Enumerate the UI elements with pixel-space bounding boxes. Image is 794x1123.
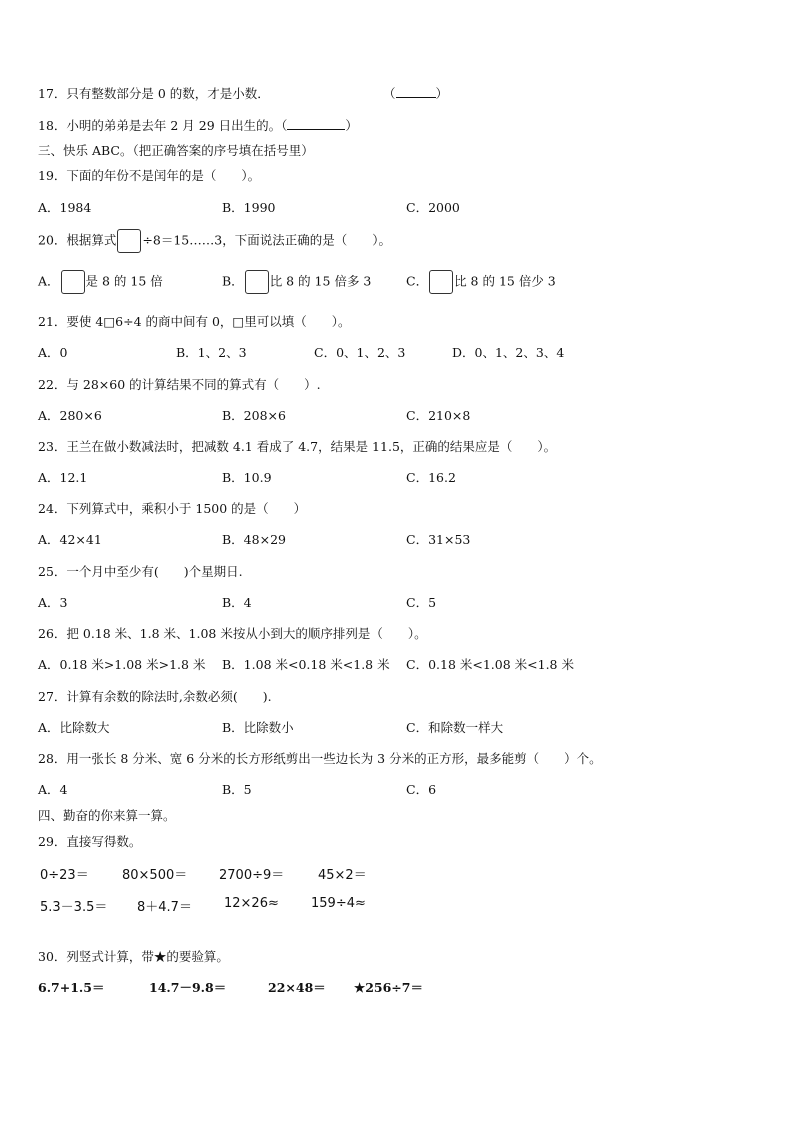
q30-calc-2: 14.7－9.8＝ bbox=[149, 980, 227, 995]
q27-option-b[interactable]: B．比除数小 bbox=[222, 720, 294, 735]
q20-a-label: A． bbox=[38, 273, 60, 289]
q18-number: 18． bbox=[38, 118, 67, 133]
q23-option-b[interactable]: B．10.9 bbox=[222, 470, 272, 485]
question-25: 25．一个月中至少有( )个星期日. bbox=[38, 564, 243, 579]
q20-c-label: C． bbox=[406, 273, 429, 289]
question-29: 29．直接写得数。 bbox=[38, 834, 142, 849]
q20-a-box bbox=[61, 270, 85, 294]
question-24: 24．下列算式中，乘积小于 1500 的是（ ） bbox=[38, 501, 307, 516]
q25-option-b[interactable]: B．4 bbox=[222, 595, 252, 610]
q17-blank-line[interactable] bbox=[396, 87, 436, 98]
q20-a-text: 是 8 的 15 倍 bbox=[85, 273, 163, 289]
question-22: 22．与 28×60 的计算结果不同的算式有（ ）. bbox=[38, 377, 321, 392]
q24-option-b[interactable]: B．48×29 bbox=[222, 532, 286, 547]
question-21: 21．要使 4□6÷4 的商中间有 0，□里可以填（ ）。 bbox=[38, 314, 351, 329]
q20-b-box bbox=[245, 270, 269, 294]
q17-number: 17． bbox=[38, 86, 67, 101]
section-4-heading: 四、勤奋的你来算一算。 bbox=[38, 808, 176, 823]
q30-calc-4: ★256÷7＝ bbox=[354, 980, 423, 995]
question-17 bbox=[38, 84, 270, 102]
q23-option-a[interactable]: A．12.1 bbox=[38, 470, 88, 485]
q20-prefix: 20．根据算式 bbox=[38, 232, 117, 248]
q22-option-a[interactable]: A．280×6 bbox=[38, 408, 102, 423]
q17-text: 只有整数部分是 0 的数，才是小数． bbox=[66, 86, 270, 101]
question-26: 26．把 0.18 米、1.8 米、1.08 米按从小到大的顺序排列是（ ）。 bbox=[38, 626, 427, 641]
q28-option-b[interactable]: B．5 bbox=[222, 782, 252, 797]
q20-b-text: 比 8 的 15 倍多 3 bbox=[269, 273, 372, 289]
q26-option-b[interactable]: B．1.08 米<0.18 米<1.8 米 bbox=[222, 657, 390, 672]
q17-open-paren: （ bbox=[383, 86, 396, 101]
q29-calc-7: 12×26≈ bbox=[224, 896, 279, 911]
q17-close-paren: ） bbox=[435, 86, 449, 101]
q21-option-b[interactable]: B．1、2、3 bbox=[176, 345, 247, 360]
q28-option-c[interactable]: C．6 bbox=[406, 782, 437, 797]
q18-text: 小明的弟弟是去年 2 月 29 日出生的。（ bbox=[66, 118, 288, 133]
q20-option-c[interactable] bbox=[406, 270, 556, 294]
q25-option-a[interactable]: A．3 bbox=[38, 595, 68, 610]
q20-blank-box[interactable] bbox=[117, 229, 141, 253]
q26-option-a[interactable]: A．0.18 米>1.08 米>1.8 米 bbox=[38, 657, 206, 672]
q20-suffix: ÷8＝15……3，下面说法正确的是（ ）。 bbox=[142, 232, 391, 248]
question-28: 28．用一张长 8 分米、宽 6 分米的长方形纸剪出一些边长为 3 分米的正方形，最多能剪（ ）个。 bbox=[38, 751, 602, 766]
q27-option-c[interactable]: C．和除数一样大 bbox=[406, 720, 504, 735]
q18-blank-line[interactable] bbox=[287, 119, 345, 130]
q29-calc-5: 5.3－3.5＝ bbox=[40, 900, 108, 915]
q23-option-c[interactable]: C．16.2 bbox=[406, 470, 456, 485]
q30-calc-1: 6.7+1.5＝ bbox=[38, 980, 105, 995]
q21-option-d[interactable]: D．0、1、2、3、4 bbox=[452, 345, 565, 360]
q17-answer-blank[interactable] bbox=[383, 84, 448, 102]
q29-calc-6: 8＋4.7＝ bbox=[137, 900, 192, 915]
q29-calc-8: 159÷4≈ bbox=[311, 896, 366, 911]
q20-option-b[interactable] bbox=[222, 270, 371, 294]
q20-c-text: 比 8 的 15 倍少 3 bbox=[454, 273, 556, 289]
q29-calc-2: 80×500＝ bbox=[122, 868, 188, 883]
q29-calc-4: 45×2＝ bbox=[318, 868, 367, 883]
question-20 bbox=[38, 229, 391, 253]
q22-option-c[interactable]: C．210×8 bbox=[406, 408, 471, 423]
q21-option-c[interactable]: C．0、1、2、3 bbox=[314, 345, 406, 360]
q27-option-a[interactable]: A．比除数大 bbox=[38, 720, 110, 735]
q20-option-a[interactable] bbox=[38, 270, 163, 294]
q28-option-a[interactable]: A．4 bbox=[38, 782, 68, 797]
q30-calc-3: 22×48＝ bbox=[268, 980, 326, 995]
question-27: 27．计算有余数的除法时,余数必须( ). bbox=[38, 689, 272, 704]
q19-option-a[interactable]: A．1984 bbox=[38, 200, 92, 215]
q22-option-b[interactable]: B．208×6 bbox=[222, 408, 286, 423]
q20-c-box bbox=[429, 270, 453, 294]
q19-option-c[interactable]: C．2000 bbox=[406, 200, 460, 215]
q19-option-b[interactable]: B．1990 bbox=[222, 200, 276, 215]
question-23: 23．王兰在做小数减法时，把减数 4.1 看成了 4.7，结果是 11.5，正确的结果应是（ ）。 bbox=[38, 439, 557, 454]
q21-option-a[interactable]: A．0 bbox=[38, 345, 68, 360]
q29-calc-3: 2700÷9＝ bbox=[219, 868, 285, 883]
section-3-heading: 三、快乐 ABC。（把正确答案的序号填在括号里） bbox=[38, 143, 314, 158]
q20-b-label: B． bbox=[222, 273, 244, 289]
q25-option-c[interactable]: C．5 bbox=[406, 595, 437, 610]
q24-option-c[interactable]: C．31×53 bbox=[406, 532, 471, 547]
q24-option-a[interactable]: A．42×41 bbox=[38, 532, 102, 547]
question-19: 19．下面的年份不是闰年的是（ ）。 bbox=[38, 168, 261, 183]
q26-option-c[interactable]: C．0.18 米<1.08 米<1.8 米 bbox=[406, 657, 574, 672]
question-30: 30．列竖式计算，带★的要验算。 bbox=[38, 949, 229, 964]
question-18 bbox=[38, 116, 358, 134]
q29-calc-1: 0÷23＝ bbox=[40, 868, 89, 883]
q18-close-paren: ） bbox=[345, 118, 358, 133]
